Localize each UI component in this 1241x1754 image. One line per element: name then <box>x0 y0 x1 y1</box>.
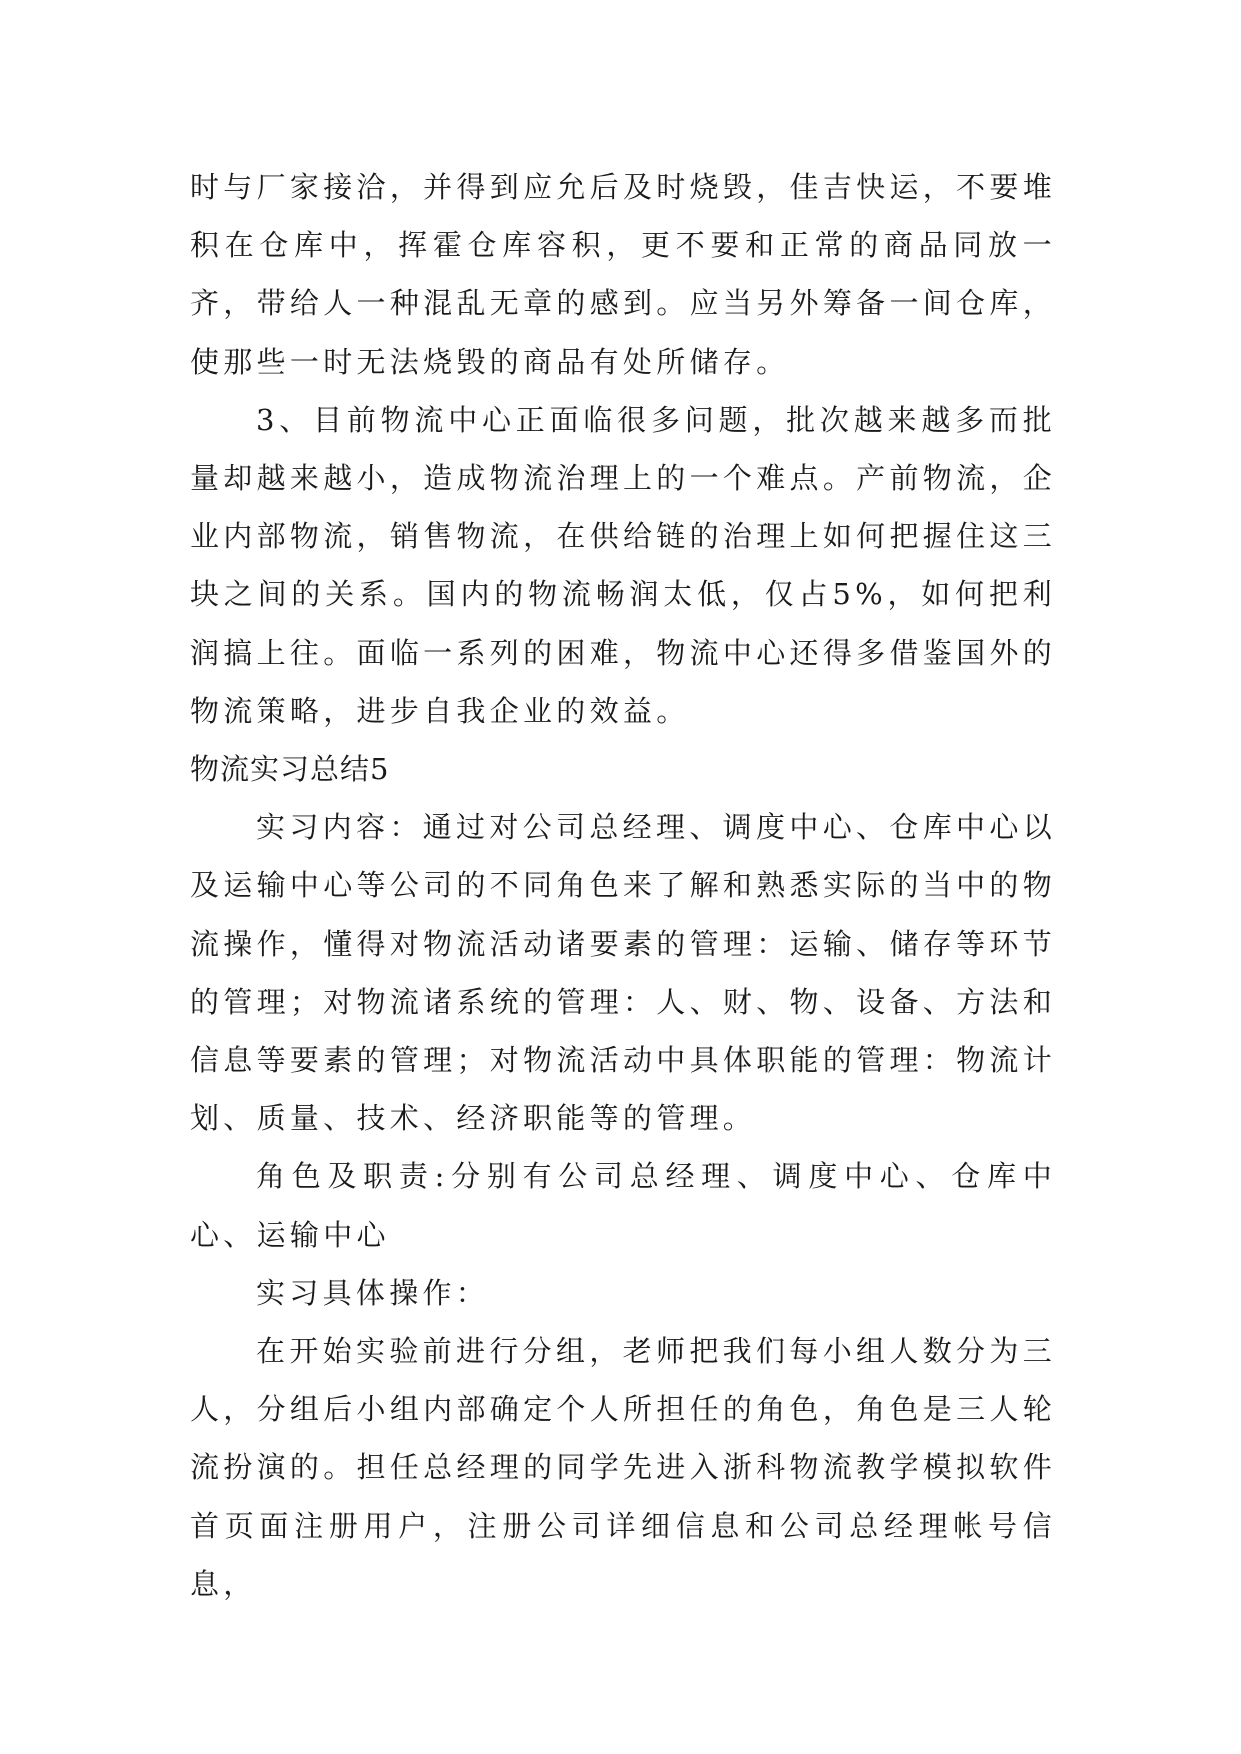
paragraph-grouping: 在开始实验前进行分组，老师把我们每小组人数分为三人，分组后小组内部确定个人所担任的角色，角色是三人轮流扮演的。担任总经理的同学先进入浙科物流教学模拟软件首页面注册用户，注册公司详细信息和公司总经理帐号信息， <box>190 1334 1056 1601</box>
paragraph-operations-heading: 实习具体操作： <box>256 1275 490 1310</box>
paragraph-item-3: 3、目前物流中心正面临很多问题，批次越来越多而批量却越来越小，造成物流治理上的一个难点。产前物流，企业内部物流，销售物流，在供给链的治理上如何把握住这三块之间的关系。国内的物流畅润太低，仅占5%，如何把利润搞上往。面临一系列的困难，物流中心还得多借鉴国外的物流策略，进步自我企业的效益。 <box>190 402 1056 728</box>
document-body <box>190 158 1056 1613</box>
section-heading: 物流实习总结5 <box>190 752 390 787</box>
paragraph-internship-content: 实习内容：通过对公司总经理、调度中心、仓库中心以及运输中心等公司的不同角色来了解和熟悉实际的当中的物流操作，懂得对物流活动诸要素的管理：运输、储存等环节的管理；对物流诸系统的管理：人、财、物、设备、方法和信息等要素的管理；对物流活动中具体职能的管理：物流计划、质量、技术、经济职能等的管理。 <box>190 810 1056 1136</box>
paragraph-continuation: 时与厂家接洽，并得到应允后及时烧毁，佳吉快运，不要堆积在仓库中，挥霍仓库容积，更不要和正常的商品同放一齐，带给人一种混乱无章的感到。应当另外筹备一间仓库，使那些一时无法烧毁的商品有处所储存。 <box>190 170 1056 379</box>
paragraph-roles: 角色及职责:分别有公司总经理、调度中心、仓库中心、运输中心 <box>190 1159 1056 1252</box>
